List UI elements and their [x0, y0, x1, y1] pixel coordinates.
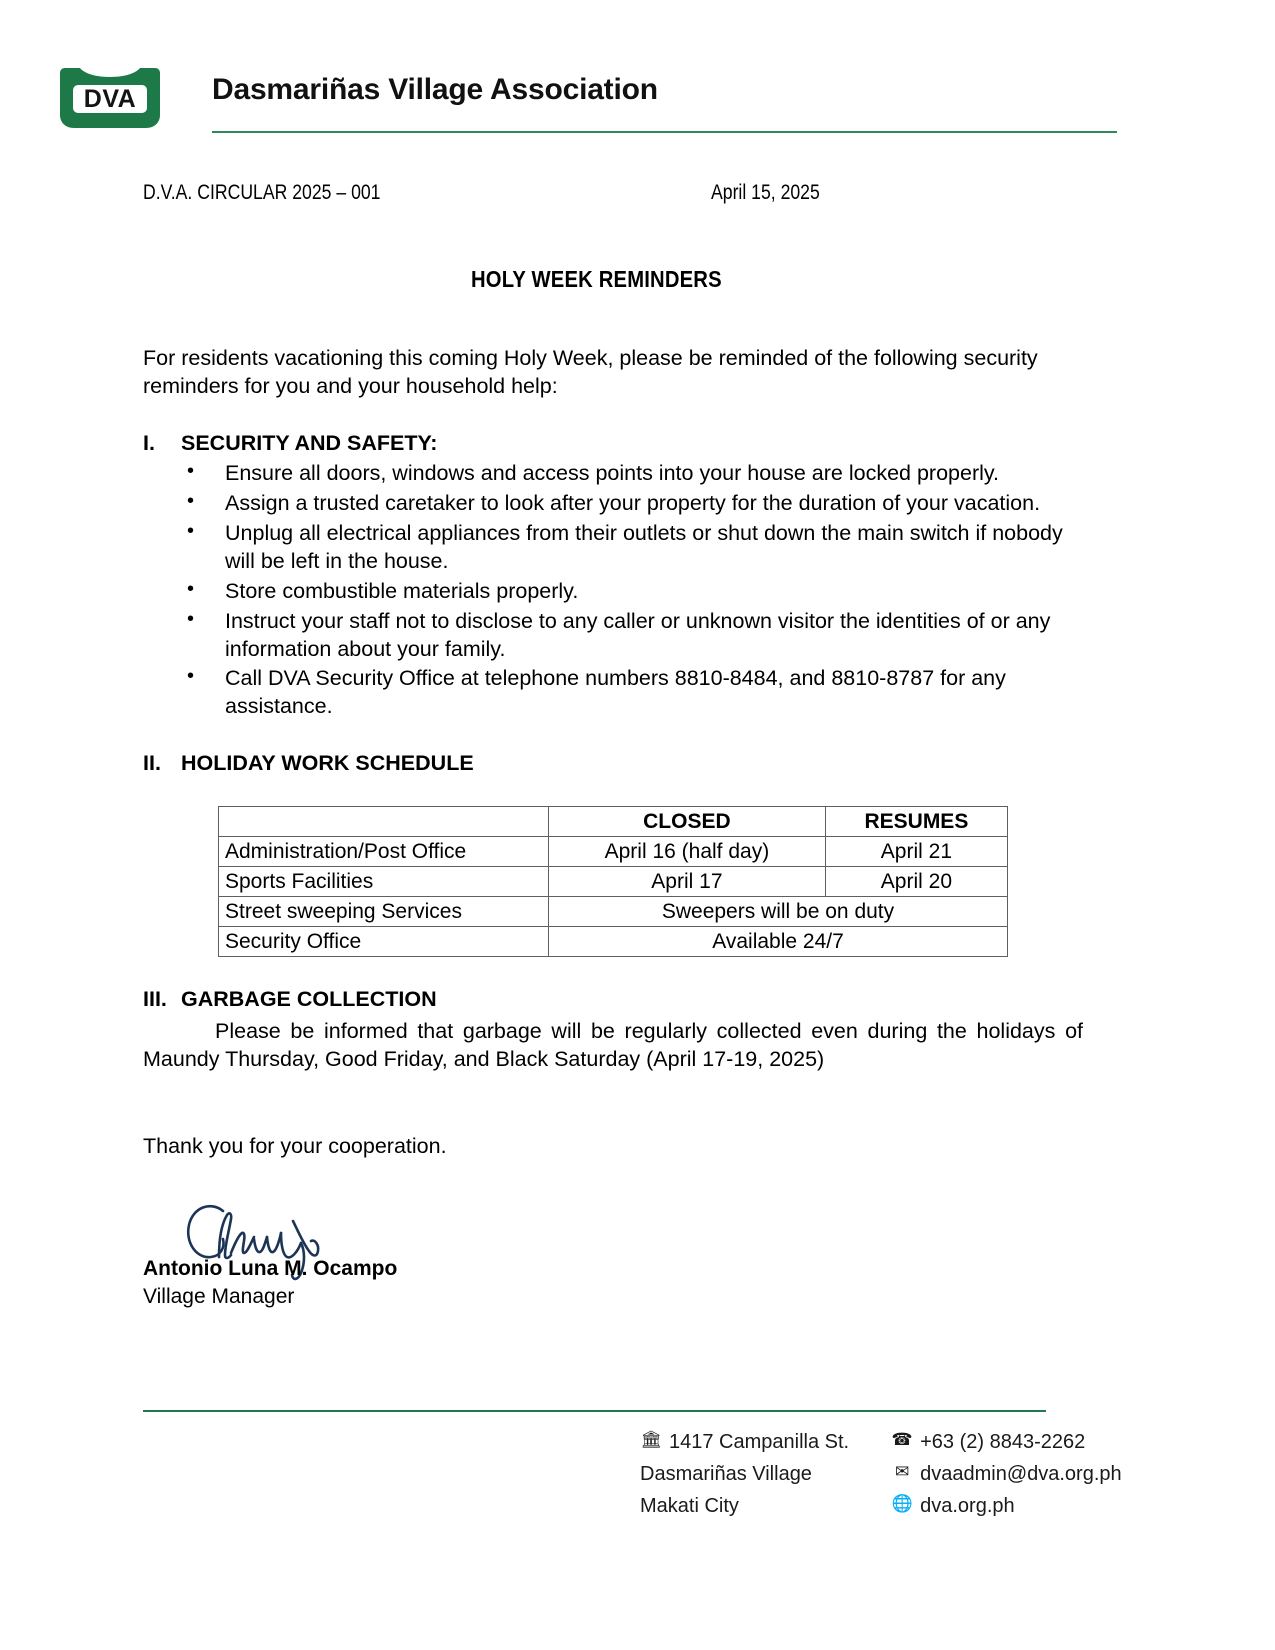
list-item: • Ensure all doors, windows and access points into your house are locked properly. — [183, 460, 1083, 488]
footer-address-line-1 — [640, 1428, 849, 1457]
cell-service: Administration/Post Office — [219, 837, 549, 867]
bank-icon: 🏛 — [640, 1430, 662, 1450]
list-item: • Instruct your staff not to disclose to any caller or unknown visitor the identities of or any information about your family. — [183, 608, 1083, 664]
footer-contact-column — [891, 1428, 1122, 1521]
cell-service: Street sweeping Services — [219, 897, 549, 927]
cell-note: Sweepers will be on duty — [549, 897, 1008, 927]
signature-block — [143, 1205, 1083, 1309]
address-line-1: 1417 Campanilla St. — [669, 1431, 850, 1453]
website-value[interactable]: dva.org.ph — [920, 1495, 1015, 1517]
section-number-3: III. — [143, 987, 167, 1012]
header-divider — [212, 131, 1117, 133]
section-title-1: SECURITY AND SAFETY: — [181, 430, 438, 455]
cell-note: Available 24/7 — [549, 927, 1008, 957]
schedule-table-wrapper — [143, 806, 1083, 957]
cell-resumes: April 21 — [825, 837, 1007, 867]
phone-value: +63 (2) 8843-2262 — [920, 1431, 1086, 1453]
logo-text: DVA — [83, 85, 137, 113]
security-bullet-list — [143, 460, 1083, 721]
column-header-closed: CLOSED — [549, 807, 826, 837]
column-header-resumes: RESUMES — [825, 807, 1007, 837]
table-row — [219, 837, 1008, 867]
footer-divider — [143, 1410, 1046, 1412]
email-icon: ✉ — [894, 1462, 910, 1482]
table-row — [219, 867, 1008, 897]
section-title-2: HOLIDAY WORK SCHEDULE — [181, 751, 474, 776]
section-heading-schedule — [143, 751, 1083, 776]
crest-shield-icon — [56, 65, 164, 131]
circular-number: D.V.A. CIRCULAR 2025 – 001 — [143, 180, 381, 204]
intro-paragraph: For residents vacationing this coming Holy Week, please be reminded of the following security reminders for you and your household help: — [143, 346, 1038, 398]
document-body — [143, 180, 1083, 1309]
address-line-2: Dasmariñas Village — [640, 1463, 812, 1485]
telephone-icon: ☎ — [891, 1430, 913, 1450]
cell-closed: April 17 — [549, 867, 826, 897]
document-title: HOLY WEEK REMINDERS — [470, 266, 722, 292]
table-row — [219, 927, 1008, 957]
section-number-2: II. — [143, 751, 161, 776]
table-row — [219, 897, 1008, 927]
section-number-1: I. — [143, 430, 155, 455]
section-title-3: GARBAGE COLLECTION — [181, 987, 437, 1012]
holiday-work-schedule-table — [218, 806, 1008, 957]
list-item: • Store combustible materials properly. — [183, 578, 1083, 606]
garbage-paragraph: Please be informed that garbage will be regularly collected even during the holidays of Maundy Thursday, Good Friday, and Black Saturday (April 17-19, 2025) — [143, 1019, 1083, 1072]
section-heading-garbage — [143, 987, 1083, 1012]
cell-closed: April 16 (half day) — [549, 837, 826, 867]
circular-meta — [143, 180, 1083, 214]
footer-address-line-2 — [640, 1460, 849, 1489]
cell-service: Sports Facilities — [219, 867, 549, 897]
footer-website[interactable] — [891, 1492, 1122, 1521]
list-item: • Assign a trusted caretaker to look after your property for the duration of your vacation. — [183, 490, 1083, 518]
section-heading-security — [143, 431, 1083, 456]
footer-address-line-3 — [640, 1492, 849, 1521]
signatory-role: Village Manager — [143, 1285, 295, 1309]
organization-title: Dasmariñas Village Association — [212, 73, 658, 106]
document-footer — [640, 1428, 1200, 1521]
cell-service: Security Office — [219, 927, 549, 957]
dva-logo — [56, 65, 164, 131]
email-value[interactable]: dvaadmin@dva.org.ph — [920, 1463, 1122, 1485]
cell-resumes: April 20 — [825, 867, 1007, 897]
column-header-service — [219, 807, 549, 837]
footer-address-column — [640, 1428, 849, 1521]
circular-date: April 15, 2025 — [711, 180, 820, 204]
footer-email[interactable] — [891, 1460, 1122, 1489]
globe-icon: 🌐 — [891, 1494, 913, 1514]
table-header-row — [219, 807, 1008, 837]
document-header — [0, 55, 1275, 145]
list-item: • Call DVA Security Office at telephone numbers 8810-8484, and 8810-8787 for any assistance. — [183, 665, 1083, 721]
signatory-name: Antonio Luna M. Ocampo — [143, 1257, 398, 1281]
closing-line: Thank you for your cooperation. — [143, 1134, 447, 1159]
list-item: • Unplug all electrical appliances from their outlets or shut down the main switch if nobody will be left in the house. — [183, 520, 1083, 576]
footer-phone — [891, 1428, 1122, 1457]
address-line-3: Makati City — [640, 1495, 739, 1517]
